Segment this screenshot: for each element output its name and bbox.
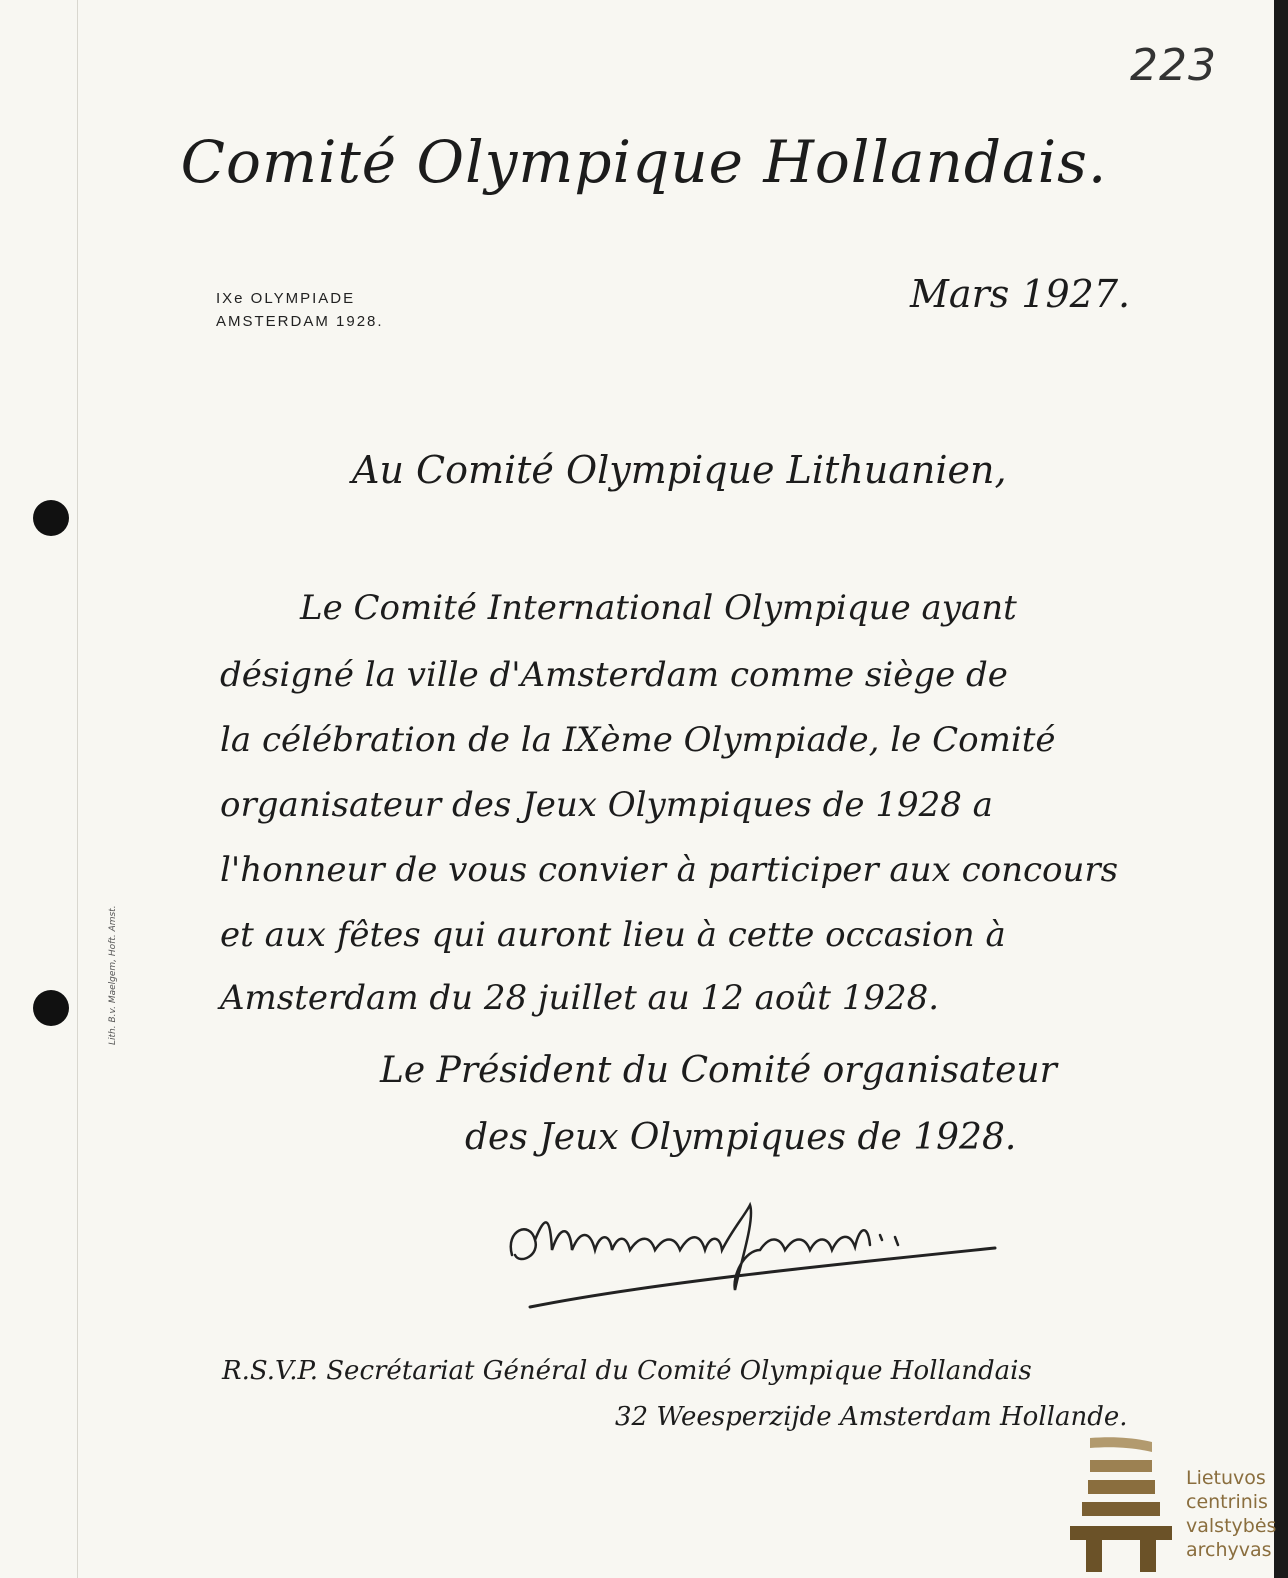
signatory-line-1: Le Président du Comité organisateur: [380, 1050, 1057, 1091]
archive-logo-line: valstybės: [1186, 1515, 1277, 1537]
rsvp-line-1: R.S.V.P. Secrétariat Général du Comité Olympique Hollandais: [222, 1356, 1032, 1386]
body-line: Le Comité International Olympique ayant: [300, 588, 1017, 628]
body-line: la célébration de la IXème Olympiade, le Comité: [220, 720, 1056, 760]
handwritten-signature: [500, 1195, 1020, 1320]
signatory-line-2: des Jeux Olympiques de 1928.: [465, 1117, 1017, 1158]
letterhead-title: Comité Olympique Hollandais.: [180, 128, 1108, 196]
archive-logo-line: centrinis: [1186, 1491, 1268, 1513]
body-line: organisateur des Jeux Olympiques de 1928 a: [220, 785, 993, 825]
printer-mark: Lith. B.v. Maelgem, Hoft. Amst.: [108, 905, 118, 1045]
salutation: Au Comité Olympique Lithuanien,: [352, 448, 1007, 492]
paper-fold-line: [77, 0, 78, 1578]
archive-logo-text: [1186, 1466, 1276, 1562]
olympiad-line-1: IXe OLYMPIADE: [216, 290, 356, 307]
letter-date: Mars 1927.: [910, 272, 1131, 316]
body-line: désigné la ville d'Amsterdam comme siège de: [220, 655, 1008, 695]
punch-hole-bottom: [33, 990, 69, 1026]
rsvp-line-2: 32 Weesperzijde Amsterdam Hollande.: [615, 1402, 1128, 1432]
scan-edge: [1274, 0, 1288, 1578]
archive-logo-line: Lietuvos: [1186, 1467, 1266, 1489]
body-line: Amsterdam du 28 juillet au 12 août 1928.: [220, 978, 940, 1018]
body-line: l'honneur de vous convier à participer aux concours: [220, 850, 1119, 890]
olympiad-line-2: AMSTERDAM 1928.: [216, 313, 384, 330]
archive-number: 223: [1130, 40, 1217, 91]
body-line: et aux fêtes qui auront lieu à cette occasion à: [220, 915, 1006, 955]
punch-hole-top: [33, 500, 69, 536]
archive-logo-line: archyvas: [1186, 1539, 1272, 1561]
